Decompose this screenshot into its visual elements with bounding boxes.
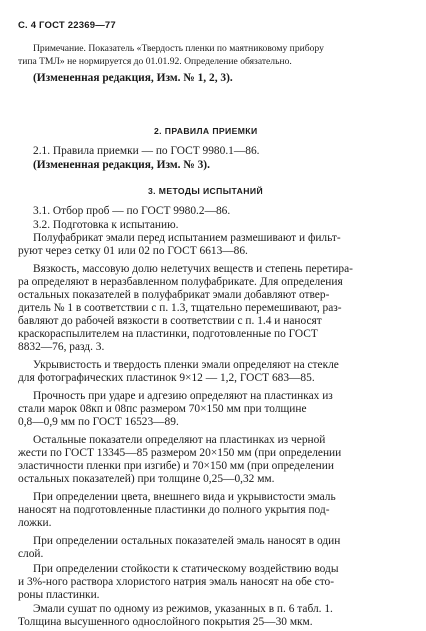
para-cvet-line: наносят на подготовленные пластинки до полного укрытия под-: [18, 504, 330, 516]
para-polufab-line: Полуфабрикат эмали перед испытанием размешивают и фильт-: [33, 232, 341, 244]
para-2-1: 2.1. Правила приемки — по ГОСТ 9980.1—86.: [33, 145, 260, 157]
para-ukryv-line: для фотографических пластинок 9×12 — 1,2, ГОСТ 683—85.: [18, 372, 315, 384]
para-ostalnye-line: остальных показателей) при толщине 0,25—0,32 мм.: [18, 473, 275, 485]
note-line-1: Примечание. Показатель «Твердость пленки по маятниковому прибору: [33, 43, 324, 54]
para-viscosity-line: бавляют до рабочей вязкости в соответствии с п. 1.4 и наносят: [18, 315, 322, 327]
para-odin-line: При определении остальных показателей эмаль наносят в один: [33, 535, 341, 547]
para-sushat-line: Толщина высушенного однослойного покрытия 25—30 мкм.: [18, 616, 313, 628]
para-ostalnye-line: эластичности пленки при изгибе) и 70×150 мм (при определении: [18, 460, 334, 472]
note-line-2: типа ТМЛ» не нормируется до 01.01.92. Определение обязательно.: [18, 56, 292, 67]
para-cvet-line: ложки.: [18, 517, 52, 529]
para-cvet-line: При определении цвета, внешнего вида и укрывистости эмаль: [33, 491, 336, 503]
para-viscosity-line: дитель № 1 в соответствии с п. 1.3, тщательно перемешивают, раз-: [18, 302, 342, 314]
para-stoikost-line: роны пластинки.: [18, 589, 100, 601]
para-polufab-line: руют через сетку 01 или 02 по ГОСТ 6613—86.: [18, 245, 248, 257]
para-prochnost-line: Прочность при ударе и адгезию определяют на пластинках из: [33, 390, 333, 402]
para-viscosity-line: Вязкость, массовую долю нелетучих веществ и степень перетира-: [33, 263, 353, 275]
para-stoikost-line: и 3%-ного раствора хлористого натрия эмаль наносят на обе сто-: [18, 576, 335, 588]
para-ostalnye-line: жести по ГОСТ 13345—85 размером 20×150 мм (при определении: [18, 447, 342, 459]
para-viscosity-line: краскораспылителем на пластинки, подготовленные по ГОСТ: [18, 328, 318, 340]
para-ukryv-line: Укрывистость и твердость пленки эмали определяют на стекле: [33, 359, 339, 371]
para-odin-line: слой.: [18, 548, 44, 560]
page-header: С. 4 ГОСТ 22369—77: [18, 20, 116, 31]
para-stoikost-line: При определении стойкости к статическому воздействию воды: [33, 563, 339, 575]
para-sushat-line: Эмали сушат по одному из режимов, указанных в п. 6 табл. 1.: [33, 603, 333, 615]
section-2-heading: 2. ПРАВИЛА ПРИЕМКИ: [154, 126, 258, 136]
edit-note: (Измененная редакция, Изм. № 1, 2, 3).: [33, 72, 233, 84]
para-3-1: 3.1. Отбор проб — по ГОСТ 9980.2—86.: [33, 205, 231, 217]
para-prochnost-line: стали марок 08кп и 08пс размером 70×150 мм при толщине: [18, 403, 307, 415]
section-3-heading: 3. МЕТОДЫ ИСПЫТАНИЙ: [148, 186, 264, 196]
para-viscosity-line: ра определяют в неразбавленном полуфабрикате. Для определения: [18, 276, 343, 288]
para-viscosity-line: остальных показателей в полуфабрикат эмали добавляют отвер-: [18, 289, 330, 301]
para-ostalnye-line: Остальные показатели определяют на пластинках из черной: [33, 434, 326, 446]
para-prochnost-line: 0,8—0,9 мм по ГОСТ 16523—89.: [18, 416, 179, 428]
section-2-edit-note: (Измененная редакция, Изм. № 3).: [33, 159, 210, 171]
para-3-2: 3.2. Подготовка к испытанию.: [33, 219, 179, 231]
para-viscosity-line: 8832—76, разд. 3.: [18, 341, 105, 353]
